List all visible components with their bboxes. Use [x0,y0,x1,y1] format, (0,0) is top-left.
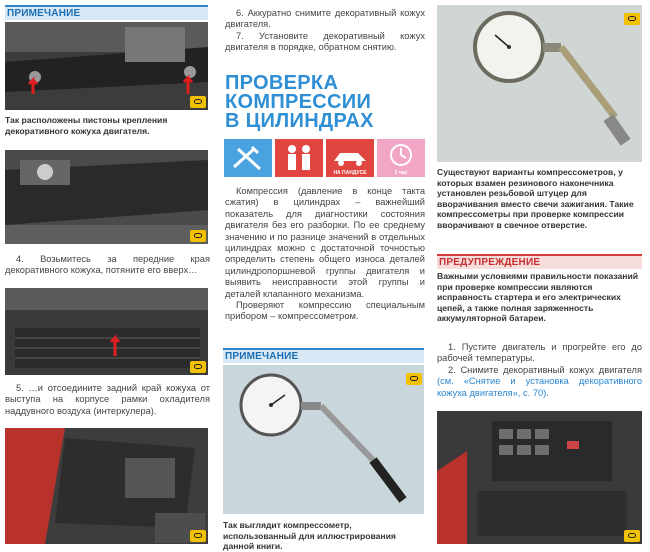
compression-paragraphs [225,186,425,323]
clock-icon [377,139,425,177]
engine-bay-photo [5,428,208,544]
compression-para-1: Компрессия (давление в конце такта сжатия) в цилиндрах – важнейший показатель для диагностики состояния двигателя без его разборки. По ее среднему значению и по разнице значений в отдельных цилиндрах можно с достаточной точностью определить степень общего износа деталей цилиндропоршневой группы двигателя и выявить неисправности этой группы и деталей клапанного механизма. [225,186,425,299]
camera-badge-icon [190,361,206,373]
two-people-icon [275,139,323,177]
caption-pistons: Так расположены пистоны крепления декоративного кожуха двигателя. [5,115,168,136]
step-1-text: 1. Пустите двигатель и прогрейте его до рабочей температуры. [437,342,642,364]
note-header-col2: ПРИМЕЧАНИЕ [223,348,424,363]
step-2-text: 2. Снимите декоративный кожух двигателя (см. «Снятие и установка декоративного кожуха двигателя», с. 70). [437,364,642,398]
engine-cover-pistons-photo [5,22,208,110]
camera-badge-icon [406,373,422,385]
tools-icon [224,139,272,177]
clock-label: 1 час [394,170,408,176]
step-5-text: 5. …и отсоедините задний край кожуха от выступа на корпусе рамки охладителя наддувного воздуха (интеркулера). [5,383,210,416]
step-7-text: 7. Установите декоративный кожух двигателя в порядке, обратном снятию. [225,30,425,53]
compressometer-photo [223,365,424,514]
steps-1-2 [437,342,642,399]
threaded-compressometer-photo [437,5,642,162]
warning-text: Важными условиями правильности показаний при проверке компрессии являются исправность стартера и его электрических цепей, а также полная заряженность аккумуляторной батареи. [437,271,639,324]
camera-badge-icon [624,530,640,542]
compressometer-caption: Так выглядит компрессометр, использованный для иллюстрирования данной книги. [223,520,396,552]
step-4-text: 4. Возьмитесь за передние края декоративного кожуха, потяните его вверх… [5,254,210,276]
camera-badge-icon [190,96,206,108]
steps-6-7 [225,8,425,54]
engine-cover-front-photo [5,150,208,244]
difficulty-icons [224,139,425,177]
camera-badge-icon [190,230,206,242]
fuse-box-photo [437,411,642,544]
section-title: ПРОВЕРКА КОМПРЕССИИ В ЦИЛИНДРАХ [225,72,374,132]
compressometer-variants-caption: Существуют варианты компрессометров, у которых взамен резинового наконечника установлен резьбовой штуцер для вворачивания вместо свечи зажигания. Такие компрессометры при проверке компрессии вворачивают в свечное отверстие. [437,167,634,230]
camera-badge-icon [190,530,206,542]
cover-removal-link[interactable]: (см. «Снятие и установка декоративного кожуха двигателя», с. 70) [437,376,642,398]
note-header-col1: ПРИМЕЧАНИЕ [5,5,208,20]
compression-para-2: Проверяют компрессию специальным прибором – компрессометром. [225,300,425,322]
car-ramp-icon [326,139,374,177]
intercooler-frame-photo [5,288,208,375]
car-ramp-label: НА ПАНДУСЕ [333,170,367,176]
step-6-text: 6. Аккуратно снимите декоративный кожух двигателя. [225,8,425,30]
warning-header: ПРЕДУПРЕЖДЕНИЕ [437,254,642,269]
camera-badge-icon [624,13,640,25]
